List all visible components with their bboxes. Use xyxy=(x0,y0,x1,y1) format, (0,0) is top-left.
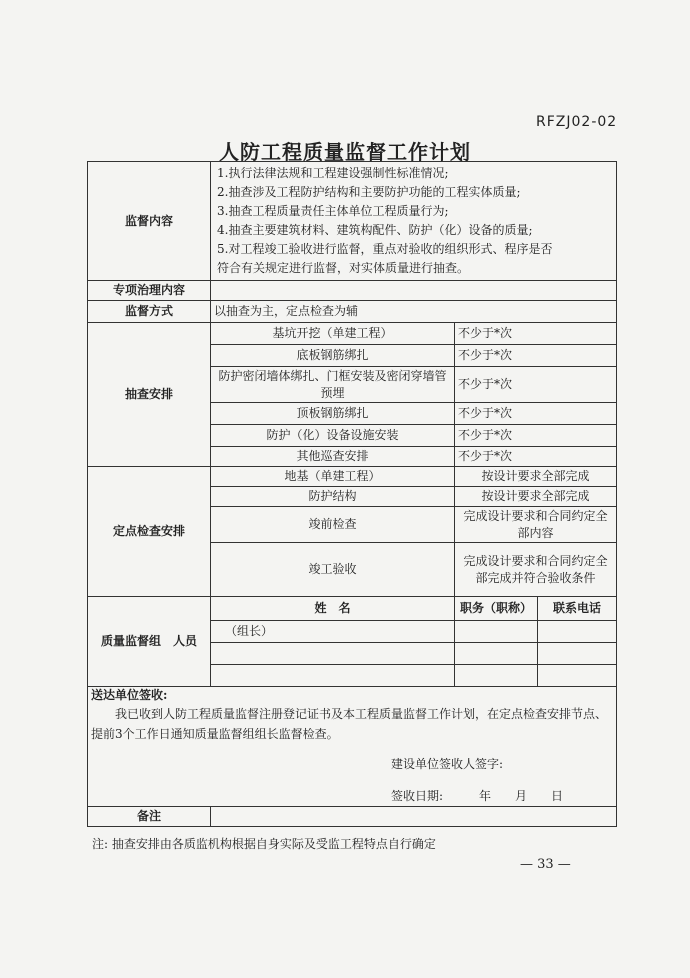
col-title-header: 职务（职称） xyxy=(455,597,538,621)
spot-check-item: 底板钢筋绑扎 xyxy=(211,345,455,367)
spot-check-item: 其他巡查安排 xyxy=(211,447,455,467)
supervision-method-value: 以抽查为主，定点检查为辅 xyxy=(211,301,617,323)
spot-check-freq: 不少于*次 xyxy=(455,403,617,425)
team-member-name xyxy=(211,665,455,687)
team-leader-name: （组长） xyxy=(211,621,455,643)
content-item: 5.对工程竣工验收进行监督，重点对验收的组织形式、程序是否 xyxy=(217,242,553,256)
spot-check-item: 顶板钢筋绑扎 xyxy=(211,403,455,425)
receipt-row xyxy=(88,687,617,807)
supervision-content-cell xyxy=(211,162,617,281)
spot-check-freq: 不少于*次 xyxy=(455,447,617,467)
fixed-check-item: 竣工验收 xyxy=(211,543,455,597)
plan-table xyxy=(87,161,617,827)
special-governance-value xyxy=(211,281,617,301)
col-name-header: 姓 名 xyxy=(211,597,455,621)
content-item: 2.抽查涉及工程防护结构和主要防护功能的工程实体质量; xyxy=(217,185,521,199)
team-header-row xyxy=(88,597,617,621)
footnote: 注: 抽查安排由各质监机构根据自身实际及受监工程特点自行确定 xyxy=(92,837,436,851)
fixed-check-item: 竣前检查 xyxy=(211,507,455,543)
page-number: — 33 — xyxy=(520,857,571,872)
receipt-head: 送达单位签收: xyxy=(91,688,168,702)
team-leader-title xyxy=(455,621,538,643)
supervision-method-row xyxy=(88,301,617,323)
supervision-content-row xyxy=(88,162,617,281)
spot-check-freq: 不少于*次 xyxy=(455,367,617,403)
fixed-check-label: 定点检查安排 xyxy=(88,467,211,597)
fixed-check-req: 按设计要求全部完成 xyxy=(455,487,617,507)
fixed-check-req: 完成设计要求和合同约定全部内容 xyxy=(455,507,617,543)
spot-check-item: 基坑开挖（单建工程） xyxy=(211,323,455,345)
content-item: 符合有关规定进行监督，对实体质量进行抽查。 xyxy=(217,261,470,275)
remark-label: 备注 xyxy=(88,807,211,827)
team-member-phone xyxy=(538,665,617,687)
fixed-check-req: 完成设计要求和合同约定全部完成并符合验收条件 xyxy=(455,543,617,597)
team-label: 质量监督组 人员 xyxy=(88,597,211,687)
content-item: 3.抽查工程质量责任主体单位工程质量行为; xyxy=(217,204,449,218)
spot-check-freq: 不少于*次 xyxy=(455,323,617,345)
spot-check-item: 防护密闭墙体绑扎、门框安装及密闭穿墙管预埋 xyxy=(211,367,455,403)
team-member-phone xyxy=(538,643,617,665)
team-member-title xyxy=(455,665,538,687)
spot-check-freq: 不少于*次 xyxy=(455,425,617,447)
team-member-title xyxy=(455,643,538,665)
fixed-check-req: 按设计要求全部完成 xyxy=(455,467,617,487)
remark-row xyxy=(88,807,617,827)
col-phone-header: 联系电话 xyxy=(538,597,617,621)
content-item: 4.抽查主要建筑材料、建筑构配件、防护（化）设备的质量; xyxy=(217,223,533,237)
team-leader-phone xyxy=(538,621,617,643)
team-member-name xyxy=(211,643,455,665)
doc-code: RFZJ02-02 xyxy=(536,114,618,130)
page-title: 人防工程质量监督工作计划 xyxy=(219,140,471,164)
special-governance-label: 专项治理内容 xyxy=(88,281,211,301)
fixed-check-row xyxy=(88,467,617,487)
spot-check-item: 防护（化）设备设施安装 xyxy=(211,425,455,447)
spot-check-label: 抽查安排 xyxy=(88,323,211,467)
spot-check-freq: 不少于*次 xyxy=(455,345,617,367)
receipt-signer: 建设单位签收人签字: xyxy=(391,757,504,771)
supervision-method-label: 监督方式 xyxy=(88,301,211,323)
content-item: 1.执行法律法规和工程建设强制性标准情况; xyxy=(217,166,449,180)
receipt-cell xyxy=(88,687,617,807)
spot-check-row xyxy=(88,323,617,345)
receipt-body: 我已收到人防工程质量监督注册登记证书及本工程质量监督工作计划，在定点检查安排节点、提前3个工作日通知质量监督组组长监督检查。 xyxy=(91,707,608,741)
fixed-check-item: 地基（单建工程） xyxy=(211,467,455,487)
remark-value xyxy=(211,807,617,827)
receipt-date: 签收日期: 年 月 日 xyxy=(391,789,564,803)
supervision-content-label: 监督内容 xyxy=(88,162,211,281)
fixed-check-item: 防护结构 xyxy=(211,487,455,507)
special-governance-row xyxy=(88,281,617,301)
